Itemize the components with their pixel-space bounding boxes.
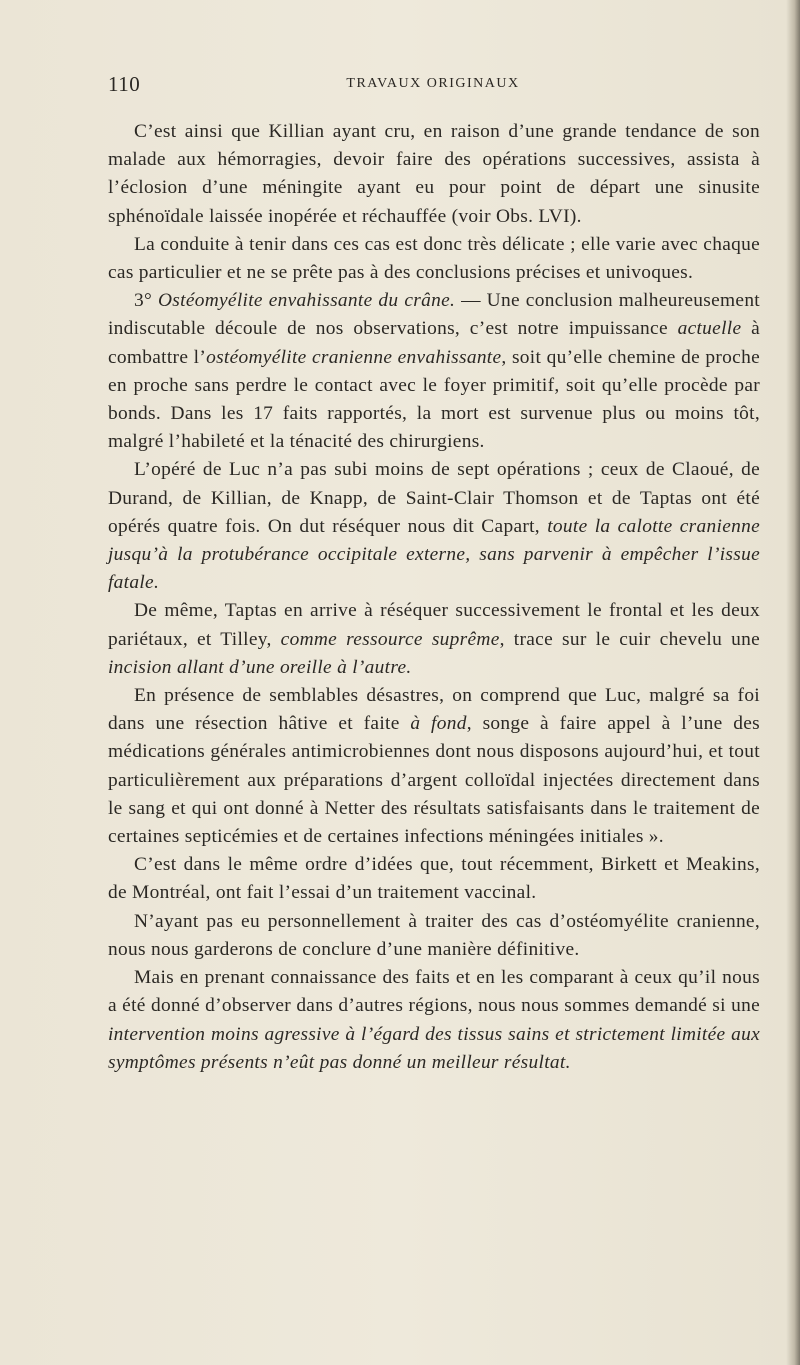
text-segment: Mais en prenant connaissance des faits et en les comparant à ceux qu’il nous a été donné d’observer dans d’autres régions, nous nous sommes demandé si une [108,967,760,1017]
italic-text: Ostéomyélite envahissante du crâne. [157,290,456,312]
text-segment: L’opéré de Luc n’a pas subi moins de sept opérations ; ceux de Claoué, de Durand, de Killian, de Knapp, de Saint-Clair Thomson et de Taptas ont été opérés quatre fois. On dut réséquer nous dit Capart, [108,459,760,537]
italic-text: incision allant d’une oreille à l’autre. [108,656,412,678]
paragraph [108,597,760,682]
text-segment: C’est dans le même ordre d’idées que, tout récemment, Birkett et Meakins, de Montréal, ont fait l’essai d’un traitement vaccinal. [108,854,760,904]
paragraph [108,964,760,1077]
text-segment: C’est ainsi que Killian ayant cru, en raison d’une grande tendance de son malade aux hémorragies, devoir faire des opérations successives, assista à l’éclosion d’une méningite ayant eu pour point de départ une sinusite sphénoïdale laissée inopérée et réchauffée (voir Obs. LVI). [108,121,760,227]
italic-text: à fond [410,713,467,735]
text-segment: La conduite à tenir dans ces cas est donc très délicate ; elle varie avec chaque cas particulier et ne se prête pas à des conclusions précises et univoques. [108,233,760,284]
italic-text: intervention moins agressive à l’égard des tissus sains et strictement limitée aux symptômes présents n’eût pas donné un meilleur résultat. [108,1023,760,1073]
text-segment: — Une conclusion malheureusement indiscutable découle de nos observations, c’est notre impuissance [108,290,760,340]
text-segment: , soit qu’elle chemine de proche en proche sans perdre le contact avec le foyer primitif, soit qu’elle procède par bonds. Dans les 17 faits rapportés, la mort est survenue plus ou moins tôt, malgré l’habileté et la ténacité des chirurgiens. [108,346,760,453]
paragraph [108,851,760,907]
text-segment: De même, Taptas en arrive à réséquer successivement le frontal et les deux pariétaux, et Tilley, [108,600,760,650]
text-segment: , songe à faire appel à l’une des médications générales antimicrobiennes dont nous disposons aujourd’hui, et tout particulièrement aux préparations d’argent colloïdal injectées directement dans le sang et qui ont donné à Netter des résultats satisfaisants dans le traitement de certaines septicémies et de certaines infections méningées initiales ». [108,713,760,848]
text-segment: N’ayant pas eu personnellement à traiter des cas d’ostéomyélite cranienne, nous nous garderons de conclure d’une manière définitive. [108,910,760,960]
page-header [108,72,758,102]
page-number: 110 [108,72,141,96]
running-title: TRAVAUX ORIGINAUX [346,76,520,91]
paragraph [108,908,760,964]
text-segment: En présence de semblables désastres, on comprend que Luc, malgré sa foi dans une résection hâtive et faite [108,685,760,735]
italic-text: comme ressource suprême [280,628,500,650]
paragraph [108,118,760,231]
text-segment: à combattre l’ [108,318,760,368]
page-edge-shadow [786,0,800,1365]
paragraph [108,682,760,851]
paragraph [108,456,760,597]
italic-text: ostéomyélite cranienne envahissante [206,346,502,368]
text-segment: , trace sur le cuir chevelu une [499,628,760,650]
paragraph [108,287,760,456]
text-segment: 3° [134,290,158,312]
italic-text: actuelle [677,318,742,340]
paragraph [108,231,760,287]
body-text [108,118,760,1077]
italic-text: toute la calotte cranienne jusqu’à la protubérance occipitale externe, sans parvenir à empêcher l’issue fatale. [108,515,760,594]
